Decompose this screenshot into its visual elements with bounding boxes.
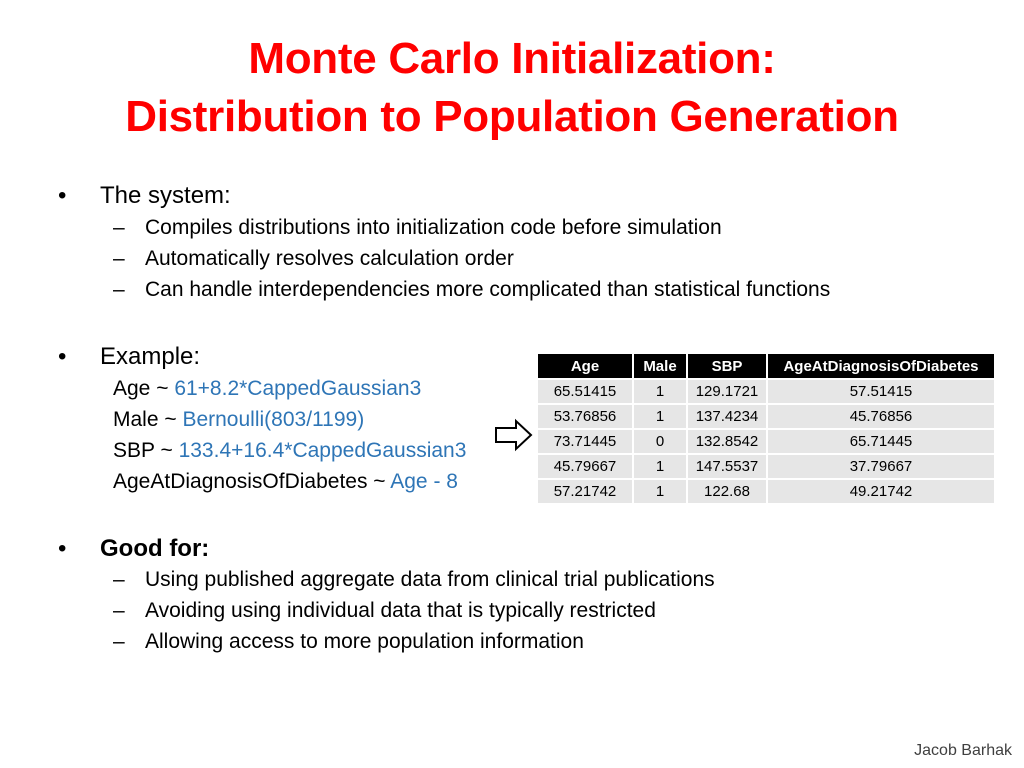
table-cell: 49.21742 — [767, 479, 994, 503]
distribution-expression: Bernoulli(803/1199) — [182, 408, 365, 431]
table-cell: 65.51415 — [538, 379, 633, 404]
column-header: AgeAtDiagnosisOfDiabetes — [767, 354, 994, 379]
example-line-sbp — [113, 438, 466, 464]
population-table — [538, 354, 994, 503]
good-for-item-text: Avoiding using individual data that is typically restricted — [145, 599, 656, 622]
distribution-expression: Age - 8 — [390, 470, 458, 493]
table-cell: 45.76856 — [767, 404, 994, 429]
table-cell: 73.71445 — [538, 429, 633, 454]
table-cell: 0 — [633, 429, 687, 454]
table-header-row — [538, 354, 994, 379]
sub-dash: – — [113, 247, 125, 270]
table-row — [538, 454, 994, 479]
system-heading: The system: — [100, 182, 231, 209]
example-line-diagnosis-age — [113, 469, 458, 495]
system-item-text: Can handle interdependencies more complicated than statistical functions — [145, 278, 831, 301]
bullet-dot: • — [58, 182, 67, 209]
table-cell: 57.51415 — [767, 379, 994, 404]
system-item-text: Automatically resolves calculation order — [145, 247, 514, 270]
good-for-heading: Good for: — [100, 535, 210, 562]
sub-dash: – — [113, 216, 125, 239]
good-for-item-text: Using published aggregate data from clinical trial publications — [145, 568, 715, 591]
distribution-expression: 61+8.2*CappedGaussian3 — [174, 377, 422, 400]
table-cell: 147.5537 — [687, 454, 767, 479]
system-item-text: Compiles distributions into initialization code before simulation — [145, 216, 722, 239]
column-header: SBP — [687, 354, 767, 379]
sub-dash: – — [113, 630, 125, 653]
title-line-1: Monte Carlo Initialization: — [248, 34, 776, 83]
column-header: Age — [538, 354, 633, 379]
table-cell: 1 — [633, 404, 687, 429]
variable-name: Male ~ — [113, 408, 183, 431]
variable-name: SBP ~ — [113, 439, 179, 462]
example-line-male — [113, 407, 364, 433]
table-cell: 132.8542 — [687, 429, 767, 454]
sub-dash: – — [113, 599, 125, 622]
table-cell: 129.1721 — [687, 379, 767, 404]
bullet-dot: • — [58, 535, 67, 562]
column-header: Male — [633, 354, 687, 379]
sub-dash: – — [113, 278, 125, 301]
table-cell: 37.79667 — [767, 454, 994, 479]
table-row — [538, 379, 994, 404]
table-cell: 53.76856 — [538, 404, 633, 429]
slide-title — [0, 30, 1024, 146]
table-row — [538, 429, 994, 454]
variable-name: Age ~ — [113, 377, 175, 400]
example-heading: Example: — [100, 343, 201, 370]
variable-name: AgeAtDiagnosisOfDiabetes ~ — [113, 470, 391, 493]
table-row — [538, 479, 994, 503]
title-line-2: Distribution to Population Generation — [125, 92, 899, 141]
table-cell: 137.4234 — [687, 404, 767, 429]
table-cell: 122.68 — [687, 479, 767, 503]
table-cell: 65.71445 — [767, 429, 994, 454]
good-for-item-text: Allowing access to more population information — [145, 630, 584, 653]
sub-dash: – — [113, 568, 125, 591]
table-cell: 1 — [633, 454, 687, 479]
table-cell: 45.79667 — [538, 454, 633, 479]
table-cell: 1 — [633, 479, 687, 503]
example-line-age — [113, 376, 421, 402]
author-footer: Jacob Barhak — [914, 742, 1012, 759]
table-cell: 57.21742 — [538, 479, 633, 503]
right-arrow-icon — [494, 418, 534, 452]
table-row — [538, 404, 994, 429]
bullet-dot: • — [58, 343, 67, 370]
table-cell: 1 — [633, 379, 687, 404]
distribution-expression: 133.4+16.4*CappedGaussian3 — [178, 439, 467, 462]
